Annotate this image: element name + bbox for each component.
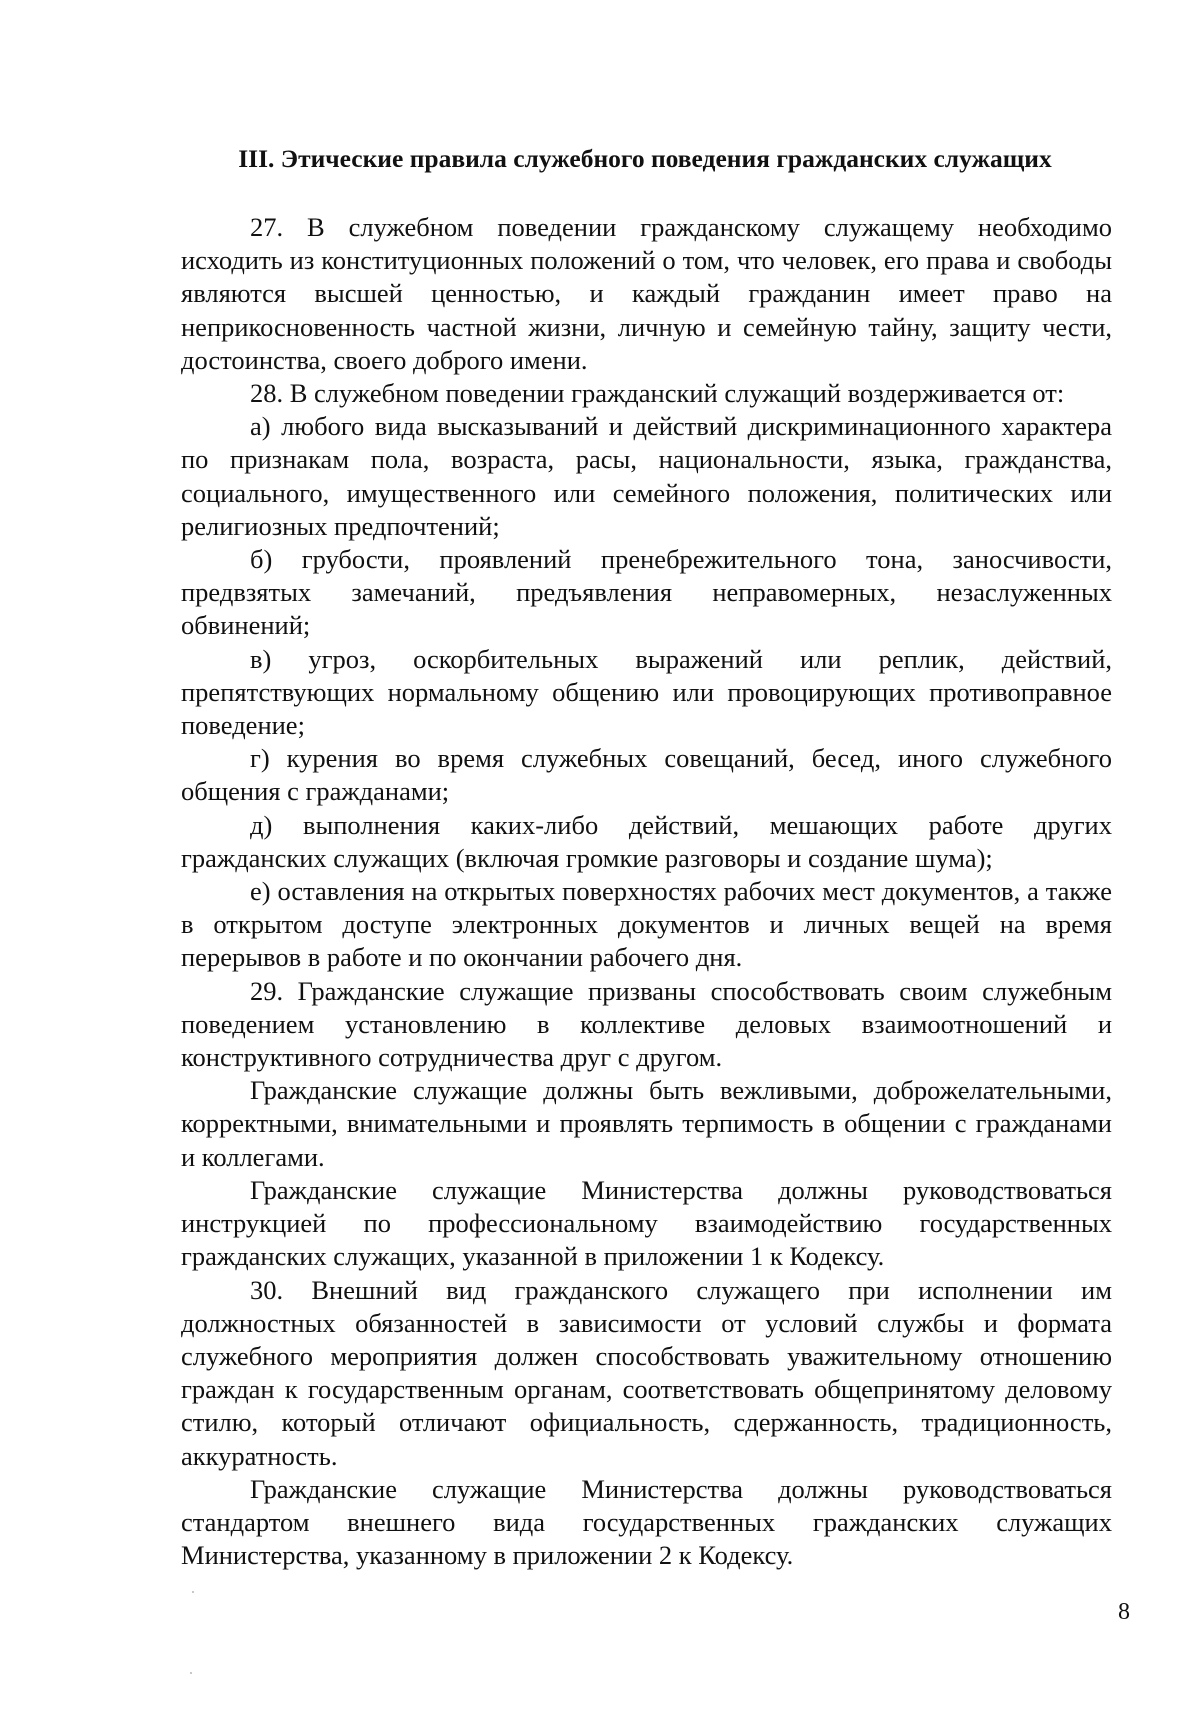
paragraph-28-item-b: б) грубости, проявлений пренебрежительного тона, заносчивости, предвзятых замечаний, предъявления неправомерных, незаслуженных обвинений; — [181, 544, 1112, 641]
page-number: 8 — [1118, 1599, 1130, 1625]
paragraph-28-item-d: д) выполнения каких-либо действий, мешающих работе других гражданских служащих (включая громкие разговоры и создание шума); — [181, 809, 1112, 873]
document-body — [181, 211, 1112, 1572]
section-title: III. Этические правила служебного поведения гражданских служащих — [238, 144, 1052, 173]
paragraph-30-standard: Гражданские служащие Министерства должны руководствоваться стандартом внешнего вида государственных гражданских служащих Министерства, указанному в приложении 2 к Кодексу. — [181, 1473, 1112, 1571]
paragraph-27: 27. В служебном поведении гражданскому служащему необходимо исходить из конституционных положений о том, что человек, его права и свободы являются высшей ценностью, и каждый гражданин имеет право на неприкосновенность частной жизни, личную и семейную тайну, защиту чести, достоинства, своего доброго имени. — [181, 212, 1112, 375]
paragraph-28-item-g: г) курения во время служебных совещаний, бесед, иного служебного общения с гражданами; — [181, 743, 1112, 807]
paragraph-28: 28. В служебном поведении гражданский служащий воздерживается от: — [250, 378, 1065, 409]
paragraph-28-item-e: е) оставления на открытых поверхностях рабочих мест документов, а также в открытом доступе электронных документов и личных вещей на время перерывов в работе и по окончании рабочего дня. — [181, 876, 1112, 973]
paragraph-28-item-v: в) угроз, оскорбительных выражений или реплик, действий, препятствующих нормальному общению или провоцирующих противоправное поведение; — [181, 643, 1112, 741]
scan-speck — [190, 1672, 192, 1674]
paragraph-28-item-a: а) любого вида высказываний и действий дискриминационного характера по признакам пола, возраста, расы, национальности, языка, гражданства, социального, имущественного или семейного положения, политических или религиозных предпочтений; — [181, 411, 1112, 541]
paragraph-30: 30. Внешний вид гражданского служащего при исполнении им должностных обязанностей в зависимости от условий службы и формата служебного мероприятия должен способствовать уважительному отношению граждан к государственным органам, соответствовать общепринятому деловому стилю, который отличают официальность, сдержанность, традиционность, аккуратность. — [181, 1274, 1112, 1471]
scan-speck — [192, 1591, 194, 1593]
paragraph-29: 29. Гражданские служащие призваны способствовать своим служебным поведением установлению в коллективе деловых взаимоотношений и конструктивного сотрудничества друг с другом. — [181, 975, 1112, 1073]
paragraph-29-instruction: Гражданские служащие Министерства должны руководствоваться инструкцией по профессиональному взаимодействию государственных гражданских служащих, указанной в приложении 1 к Кодексу. — [181, 1174, 1112, 1272]
paragraph-29-courtesy: Гражданские служащие должны быть вежливыми, доброжелательными, корректными, внимательными и проявлять терпимость в общении с гражданами и коллегами. — [181, 1075, 1112, 1172]
